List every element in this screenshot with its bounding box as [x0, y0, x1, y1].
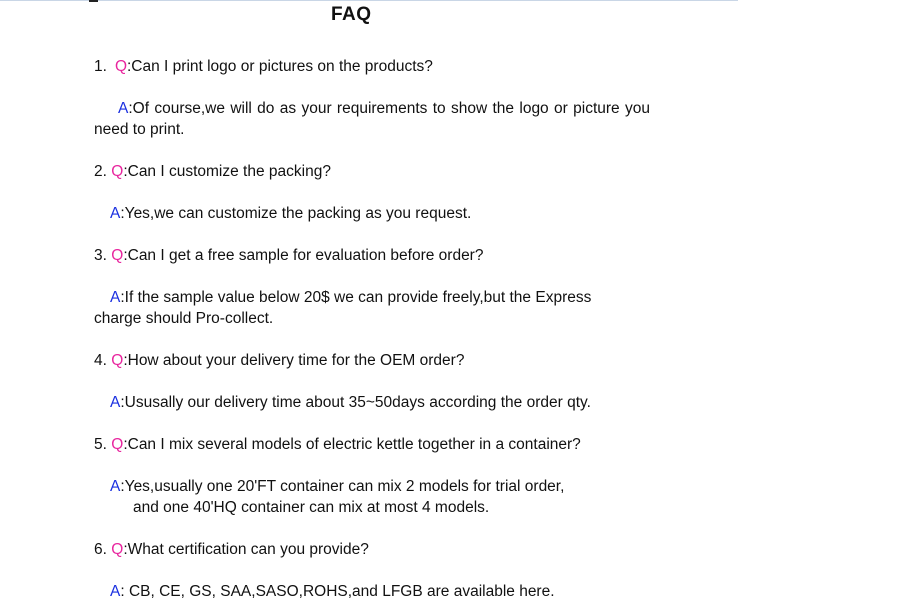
faq-list — [94, 56, 650, 602]
answer-text: :Yes,we can customize the packing as you request. — [120, 205, 472, 222]
corner-mark — [89, 0, 98, 2]
faq-answer-4 — [94, 392, 650, 413]
a-marker: A — [110, 478, 121, 495]
faq-question-3 — [94, 245, 650, 266]
a-marker: A — [110, 289, 121, 306]
answer-text: :Of course,we will do as your requirements to show the logo or — [128, 100, 568, 117]
question-number: 4. — [94, 352, 107, 369]
faq-answer-1 — [94, 98, 650, 140]
faq-answer-5-continued: and one 40'HQ container can mix at most 4 models. — [133, 499, 490, 516]
faq-question-5 — [94, 434, 650, 455]
question-text: :Can I print logo or pictures on the products? — [127, 58, 433, 75]
a-marker: A — [110, 205, 121, 222]
question-text: :Can I customize the packing? — [123, 163, 331, 180]
q-marker: Q — [111, 163, 124, 180]
question-number: 1. — [94, 58, 107, 75]
faq-answer-2 — [94, 203, 650, 224]
question-number: 3. — [94, 247, 107, 264]
faq-answer-5 — [94, 476, 650, 497]
faq-question-4 — [94, 350, 650, 371]
answer-text-continued: picture you need to print. — [94, 100, 650, 138]
answer-text: :Yes,usually one 20'FT container can mix 2 models for trial order, — [120, 478, 565, 495]
question-number: 5. — [94, 436, 107, 453]
q-marker: Q — [114, 58, 127, 75]
question-text: :Can I get a free sample for evaluation before order? — [123, 247, 484, 264]
answer-text: :Ususally our delivery time about 35~50days according the order qty. — [120, 394, 591, 411]
faq-answer-3 — [94, 287, 650, 308]
q-marker: Q — [111, 436, 124, 453]
faq-question-1 — [94, 56, 650, 77]
answer-text: :If the sample value below 20$ we can provide freely,but the Express — [120, 289, 592, 306]
answer-text: : CB, CE, GS, SAA,SASO,ROHS,and LFGB are available here. — [120, 583, 555, 600]
q-marker: Q — [111, 352, 124, 369]
question-text: :What certification can you provide? — [123, 541, 369, 558]
faq-question-2 — [94, 161, 650, 182]
a-marker: A — [110, 394, 121, 411]
a-marker: A — [118, 100, 129, 117]
page-title: FAQ — [331, 4, 372, 25]
faq-question-6 — [94, 539, 650, 560]
question-number: 6. — [94, 541, 107, 558]
top-divider — [0, 0, 738, 1]
faq-answer-6 — [94, 581, 650, 602]
question-text: :Can I mix several models of electric kettle together in a container? — [123, 436, 581, 453]
question-number: 2. — [94, 163, 107, 180]
question-text: :How about your delivery time for the OEM order? — [123, 352, 465, 369]
a-marker: A — [110, 583, 121, 600]
q-marker: Q — [111, 541, 124, 558]
faq-answer-3-continued: charge should Pro-collect. — [94, 310, 274, 327]
q-marker: Q — [111, 247, 124, 264]
